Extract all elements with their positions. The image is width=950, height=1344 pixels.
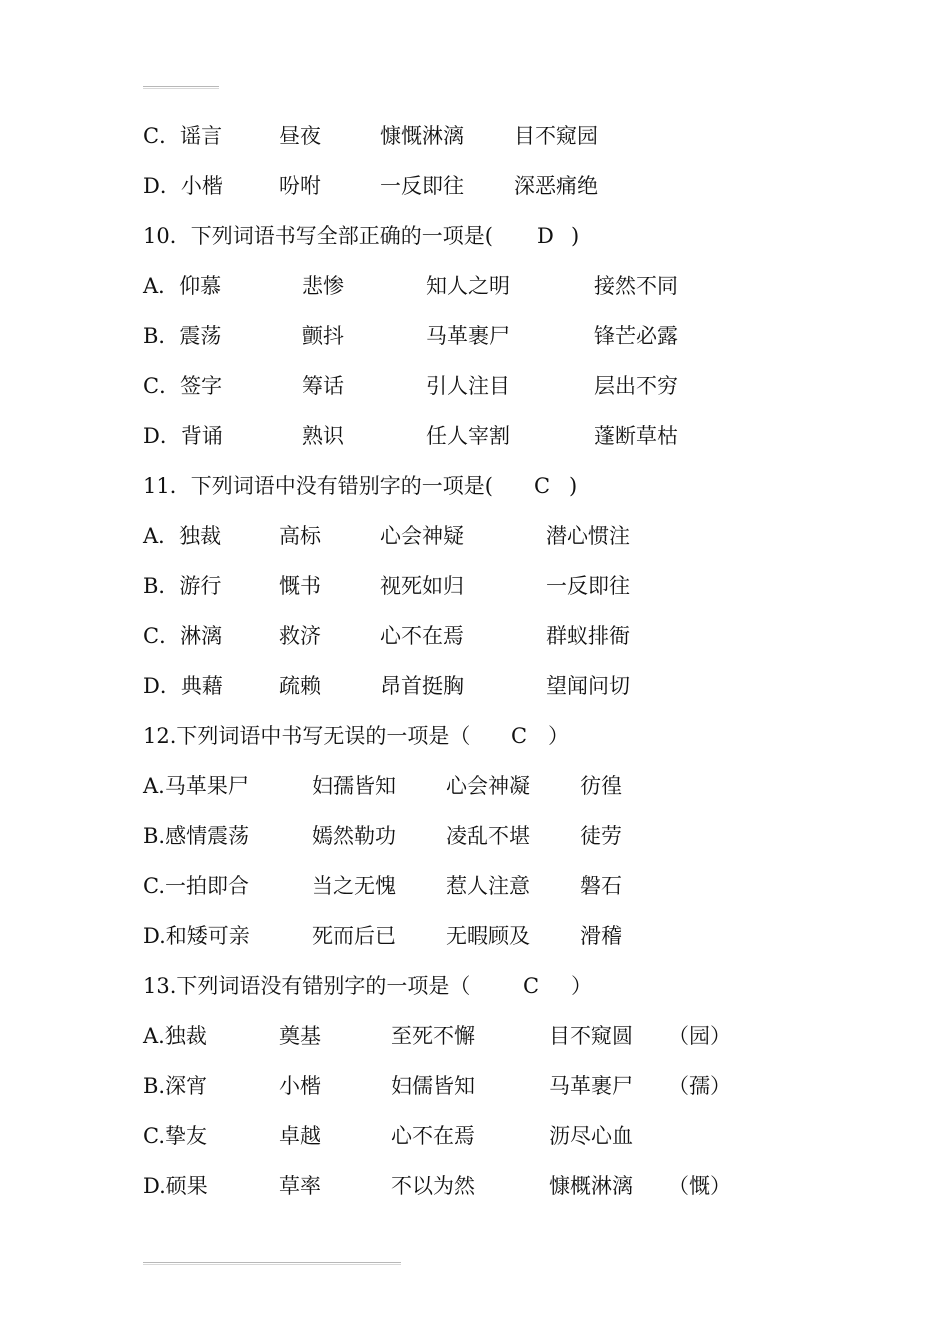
question-text: 13.下列词语没有错别字的一项是（ bbox=[143, 974, 471, 998]
option-word: 小楷 bbox=[279, 1074, 321, 1098]
option-word: 蓬断草枯 bbox=[594, 424, 678, 448]
option-label-word: A．仰慕 bbox=[143, 274, 222, 298]
option-row bbox=[0, 320, 950, 352]
option-row bbox=[0, 820, 950, 852]
option-word: 引人注目 bbox=[426, 374, 510, 398]
option-word: 马革裹尸 bbox=[426, 324, 510, 348]
option-label-word: D．小楷 bbox=[143, 174, 223, 198]
option-word: 心会神疑 bbox=[380, 524, 464, 548]
option-word: 层出不穷 bbox=[594, 374, 678, 398]
option-label-word: C.挚友 bbox=[143, 1124, 207, 1148]
option-word: 马革裹尸 bbox=[549, 1074, 633, 1098]
question-close-paren: ） bbox=[571, 974, 592, 998]
question-text: 10．下列词语书写全部正确的一项是( bbox=[143, 224, 493, 248]
correction-note: （慨） bbox=[668, 1174, 731, 1198]
option-row bbox=[0, 770, 950, 802]
option-word: 目不窥圆 bbox=[549, 1024, 633, 1048]
option-word: 颤抖 bbox=[302, 324, 344, 348]
option-row bbox=[0, 120, 950, 152]
question-close-paren: ) bbox=[571, 224, 580, 248]
answer-letter: C bbox=[511, 724, 528, 748]
option-row bbox=[0, 520, 950, 552]
question-text: 12.下列词语中书写无误的一项是（ bbox=[143, 724, 471, 748]
option-word: 目不窥园 bbox=[514, 124, 598, 148]
option-word: 高标 bbox=[279, 524, 321, 548]
option-label-word: B.深宵 bbox=[143, 1074, 208, 1098]
option-word: 当之无愧 bbox=[312, 874, 396, 898]
option-word: 接然不同 bbox=[594, 274, 678, 298]
option-word: 无暇顾及 bbox=[446, 924, 530, 948]
option-row bbox=[0, 1120, 950, 1152]
answer-letter: D bbox=[537, 224, 554, 248]
option-word: 嫣然勒功 bbox=[312, 824, 396, 848]
answer-letter: C bbox=[534, 474, 551, 498]
option-word: 悲惨 bbox=[302, 274, 344, 298]
option-label-word: A．独裁 bbox=[143, 524, 222, 548]
option-label-word: C．签字 bbox=[143, 374, 223, 398]
option-word: 一反即往 bbox=[546, 574, 630, 598]
correction-note: （园） bbox=[668, 1024, 731, 1048]
option-word: 慨书 bbox=[279, 574, 321, 598]
option-word: 昼夜 bbox=[279, 124, 321, 148]
option-word: 心不在焉 bbox=[380, 624, 464, 648]
option-word: 卓越 bbox=[279, 1124, 321, 1148]
option-word: 草率 bbox=[279, 1174, 321, 1198]
option-row bbox=[0, 270, 950, 302]
option-row bbox=[0, 920, 950, 952]
option-word: 滑稽 bbox=[580, 924, 622, 948]
correction-note: （孺） bbox=[668, 1074, 731, 1098]
option-label-word: B．震荡 bbox=[143, 324, 222, 348]
option-label-word: C．谣言 bbox=[143, 124, 223, 148]
option-word: 惹人注意 bbox=[446, 874, 530, 898]
option-label-word: D．背诵 bbox=[143, 424, 223, 448]
option-label-word: C．淋漓 bbox=[143, 624, 223, 648]
option-row bbox=[0, 370, 950, 402]
option-row bbox=[0, 170, 950, 202]
option-label-word: A.马革果尸 bbox=[143, 774, 249, 798]
option-label-word: D.硕果 bbox=[143, 1174, 208, 1198]
option-row bbox=[0, 420, 950, 452]
option-word: 慷概淋漓 bbox=[549, 1174, 633, 1198]
option-word: 磐石 bbox=[580, 874, 622, 898]
option-word: 妇孺皆知 bbox=[312, 774, 396, 798]
option-word: 潜心惯注 bbox=[546, 524, 630, 548]
question-stem bbox=[0, 470, 950, 502]
option-row bbox=[0, 1020, 950, 1052]
option-word: 救济 bbox=[279, 624, 321, 648]
option-word: 任人宰割 bbox=[426, 424, 510, 448]
option-word: 不以为然 bbox=[391, 1174, 475, 1198]
answer-letter: C bbox=[523, 974, 540, 998]
option-word: 锋芒必露 bbox=[594, 324, 678, 348]
question-close-paren: ) bbox=[569, 474, 578, 498]
option-word: 筹话 bbox=[302, 374, 344, 398]
option-row bbox=[0, 670, 950, 702]
option-label-word: B．游行 bbox=[143, 574, 222, 598]
footer-rule bbox=[143, 1262, 401, 1265]
option-word: 慷慨淋漓 bbox=[380, 124, 464, 148]
option-label-word: B.感情震荡 bbox=[143, 824, 250, 848]
option-word: 死而后已 bbox=[312, 924, 396, 948]
option-word: 妇儒皆知 bbox=[391, 1074, 475, 1098]
question-stem bbox=[0, 970, 950, 1002]
option-word: 吩咐 bbox=[279, 174, 321, 198]
option-word: 心不在焉 bbox=[391, 1124, 475, 1148]
question-stem bbox=[0, 720, 950, 752]
option-row bbox=[0, 570, 950, 602]
question-text: 11．下列词语中没有错别字的一项是( bbox=[143, 474, 493, 498]
option-word: 疏赖 bbox=[279, 674, 321, 698]
option-word: 望闻问切 bbox=[546, 674, 630, 698]
question-close-paren: ） bbox=[548, 724, 569, 748]
option-word: 熟识 bbox=[302, 424, 344, 448]
option-word: 奠基 bbox=[279, 1024, 321, 1048]
option-word: 深恶痛绝 bbox=[514, 174, 598, 198]
option-word: 视死如归 bbox=[380, 574, 464, 598]
option-word: 群蚁排衙 bbox=[546, 624, 630, 648]
option-row bbox=[0, 1070, 950, 1102]
question-stem bbox=[0, 220, 950, 252]
option-label-word: D.和矮可亲 bbox=[143, 924, 250, 948]
option-word: 沥尽心血 bbox=[549, 1124, 633, 1148]
option-word: 一反即往 bbox=[380, 174, 464, 198]
option-word: 知人之明 bbox=[426, 274, 510, 298]
option-word: 心会神凝 bbox=[446, 774, 530, 798]
option-word: 至死不懈 bbox=[391, 1024, 475, 1048]
option-word: 彷徨 bbox=[580, 774, 622, 798]
option-row bbox=[0, 1170, 950, 1202]
option-word: 昂首挺胸 bbox=[380, 674, 464, 698]
option-word: 徒劳 bbox=[580, 824, 622, 848]
option-row bbox=[0, 620, 950, 652]
option-label-word: C.一拍即合 bbox=[143, 874, 249, 898]
option-label-word: D．典藉 bbox=[143, 674, 223, 698]
header-rule bbox=[143, 86, 219, 89]
option-label-word: A.独裁 bbox=[143, 1024, 207, 1048]
option-word: 凌乱不堪 bbox=[446, 824, 530, 848]
option-row bbox=[0, 870, 950, 902]
